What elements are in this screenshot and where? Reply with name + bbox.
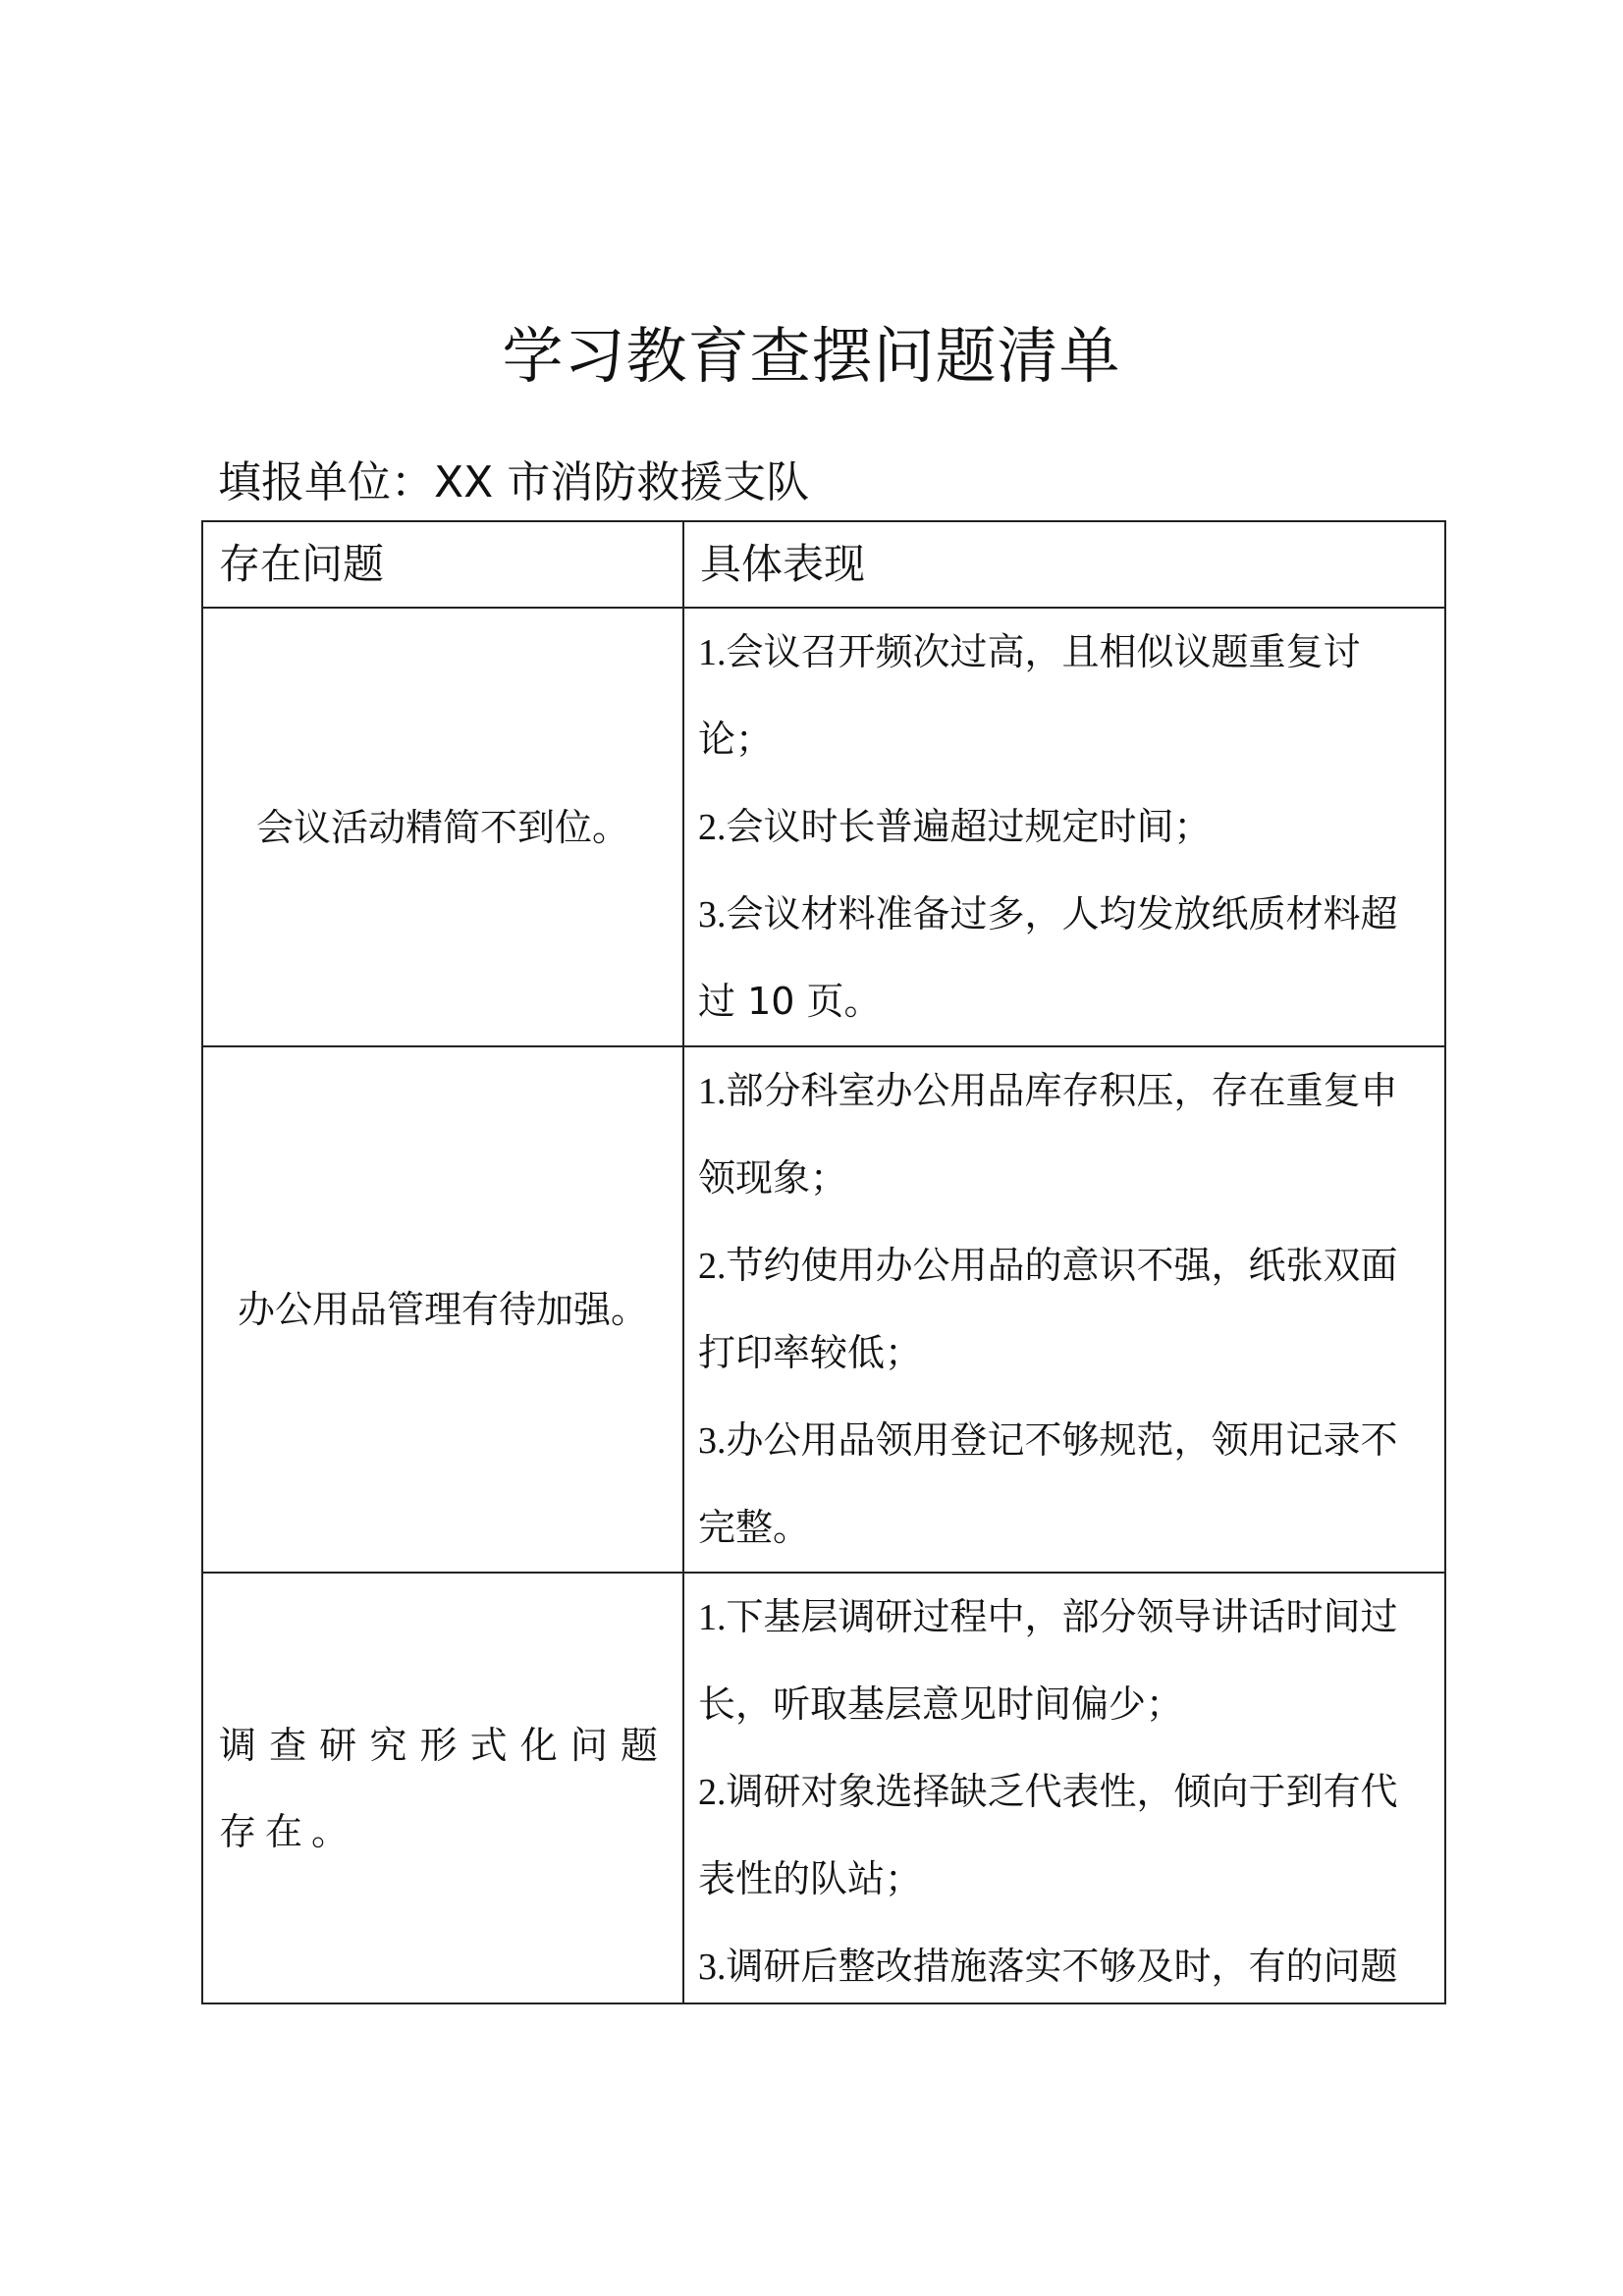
table-row (202, 608, 1445, 1046)
table-row (202, 1046, 1445, 1573)
problem-cell: 调查研究形式化问题存在。 (202, 1573, 683, 2003)
problem-list-table (201, 520, 1446, 2004)
detail-line: 过 10 页。 (698, 980, 882, 1023)
detail-line: 3.调研后整改措施落实不够及时，有的问题 (698, 1945, 1398, 1988)
detail-line: 1.部分科室办公用品库存积压，存在重复申 (698, 1069, 1398, 1112)
page-title: 学习教育查摆问题清单 (502, 320, 1121, 392)
detail-line: 打印率较低； (698, 1331, 923, 1374)
header-problem: 存在问题 (202, 521, 683, 608)
details-cell (683, 1046, 1445, 1573)
details-cell (683, 1573, 1445, 2003)
detail-line: 2.节约使用办公用品的意识不强，纸张双面 (698, 1244, 1398, 1287)
detail-line: 表性的队站； (698, 1857, 923, 1900)
details-cell (683, 608, 1445, 1046)
detail-line: 3.会议材料准备过多，人均发放纸质材料超 (698, 892, 1398, 935)
detail-line: 完整。 (698, 1506, 811, 1549)
detail-line: 论； (698, 718, 774, 761)
detail-line: 2.会议时长普遍超过规定时间； (698, 805, 1212, 848)
header-details: 具体表现 (683, 521, 1445, 608)
detail-line: 领现象； (698, 1156, 848, 1200)
table-header-row (202, 521, 1445, 608)
detail-line: 3.办公用品领用登记不够规范，领用记录不 (698, 1418, 1398, 1462)
problem-cell: 办公用品管理有待加强。 (202, 1046, 683, 1573)
detail-line: 1.下基层调研过程中，部分领导讲话时间过 (698, 1595, 1398, 1638)
detail-line: 长，听取基层意见时间偏少； (698, 1682, 1184, 1726)
details-clip (698, 1574, 1431, 2002)
filing-unit: 填报单位：XX 市消防救援支队 (218, 457, 810, 507)
table-row (202, 1573, 1445, 2003)
problem-cell: 会议活动精简不到位。 (202, 608, 683, 1046)
detail-line: 2.调研对象选择缺乏代表性，倾向于到有代 (698, 1770, 1398, 1813)
detail-line: 1.会议召开频次过高，且相似议题重复讨 (698, 630, 1361, 673)
